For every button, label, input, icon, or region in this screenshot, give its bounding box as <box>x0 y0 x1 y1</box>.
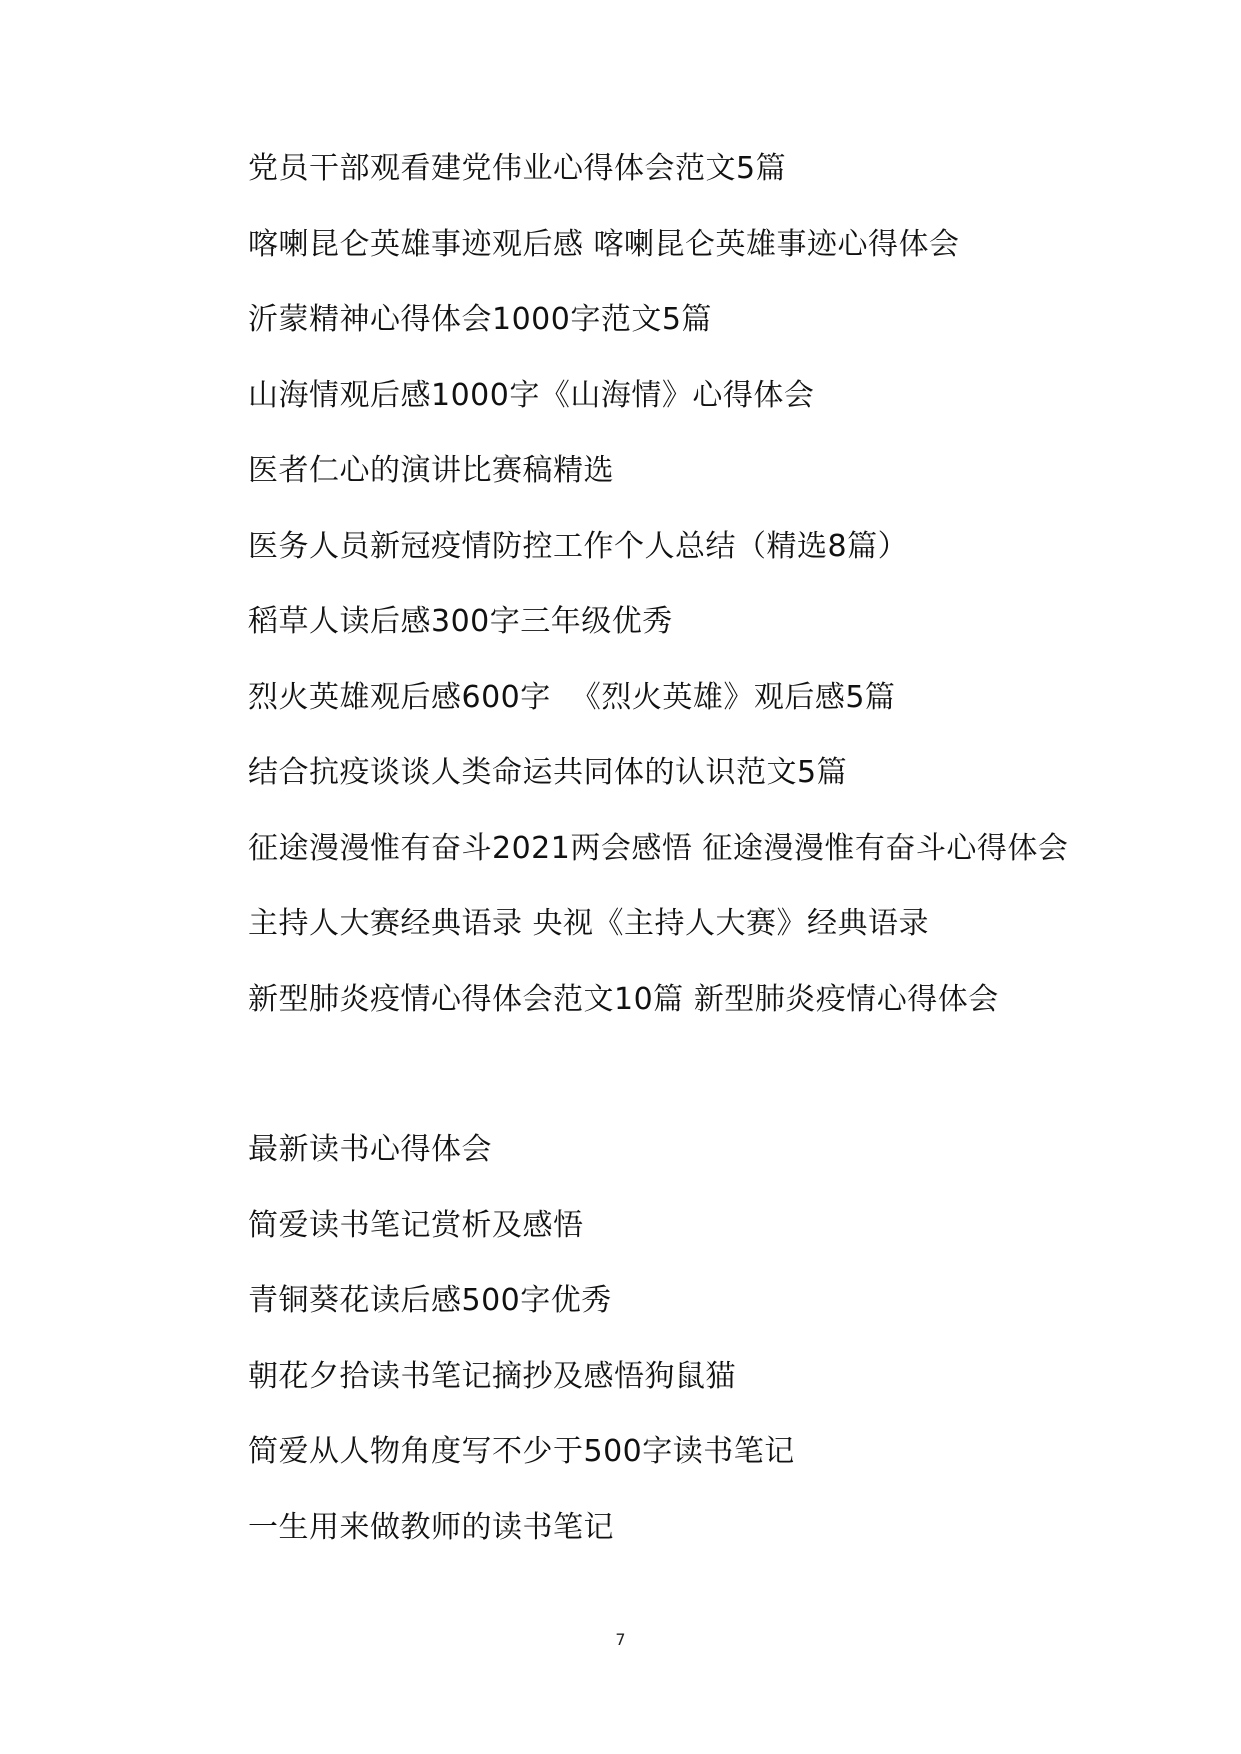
list-item: 沂蒙精神心得体会1000字范文5篇 <box>248 302 712 337</box>
page-number: 7 <box>615 1630 626 1649</box>
list-item: 青铜葵花读后感500字优秀 <box>248 1283 612 1318</box>
list-item: 结合抗疫谈谈人类命运共同体的认识范文5篇 <box>248 755 848 790</box>
list-item: 征途漫漫惟有奋斗2021两会感悟 征途漫漫惟有奋斗心得体会 <box>248 830 1069 866</box>
list-item: 新型肺炎疫情心得体会范文10篇 新型肺炎疫情心得体会 <box>248 981 999 1017</box>
list-item: 简爱从人物角度写不少于500字读书笔记 <box>248 1434 795 1469</box>
list-item: 烈火英雄观后感600字 《烈火英雄》观后感5篇 <box>248 679 896 715</box>
list-item: 喀喇昆仑英雄事迹观后感 喀喇昆仑英雄事迹心得体会 <box>248 226 960 262</box>
list-item: 山海情观后感1000字《山海情》心得体会 <box>248 377 815 413</box>
article-link-list-secondary <box>248 1112 1148 1565</box>
list-item: 朝花夕拾读书笔记摘抄及感悟狗鼠猫 <box>248 1358 736 1394</box>
list-item: 党员干部观看建党伟业心得体会范文5篇 <box>248 151 787 186</box>
list-item: 简爱读书笔记赏析及感悟 <box>248 1207 584 1243</box>
list-item: 医者仁心的演讲比赛稿精选 <box>248 453 614 488</box>
list-item: 最新读书心得体会 <box>248 1132 492 1167</box>
list-item: 主持人大赛经典语录 央视《主持人大赛》经典语录 <box>248 906 930 941</box>
article-link-list-primary <box>248 131 1148 1037</box>
list-item: 稻草人读后感300字三年级优秀 <box>248 604 673 639</box>
list-item: 医务人员新冠疫情防控工作个人总结（精选8篇） <box>248 528 909 564</box>
list-item: 一生用来做教师的读书笔记 <box>248 1509 614 1545</box>
